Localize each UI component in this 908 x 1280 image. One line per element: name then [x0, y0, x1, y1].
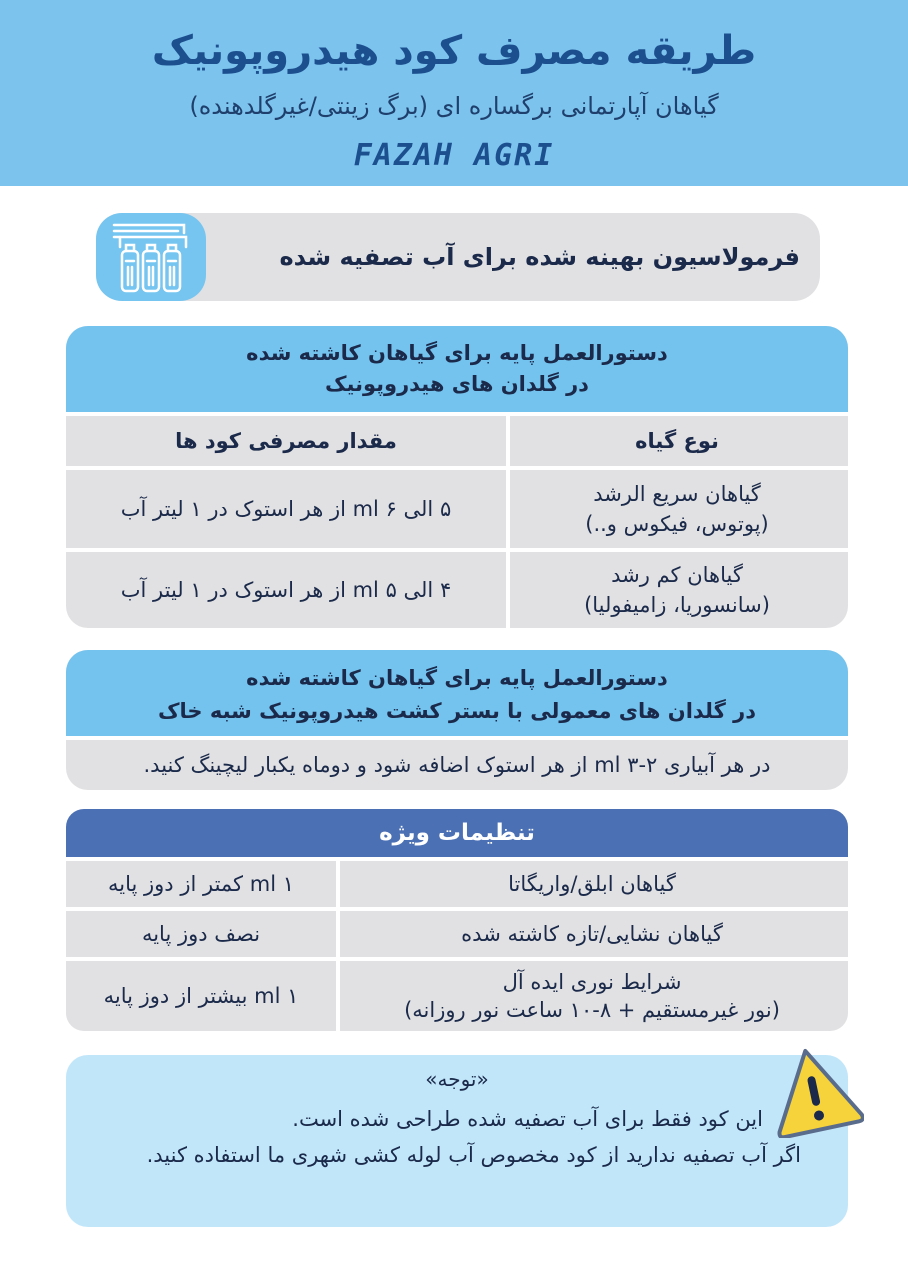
plant-name: گیاهان سریع الرشد	[593, 482, 761, 506]
note-body	[96, 1101, 801, 1173]
semi-soil-title-line2: در گلدان های معمولی با بستر کشت هیدروپونیک شبه خاک	[158, 699, 756, 723]
condition-cell: گیاهان ابلق/واریگاتا	[508, 872, 676, 896]
plant-examples: (سانسوریا، زامیفولیا)	[584, 593, 770, 617]
adjustment-cell: ۱ ml بیشتر از دوز پایه	[103, 984, 299, 1008]
note-line: اگر آب تصفیه ندارید از کود مخصوص آب لوله کشی شهری ما استفاده کنید.	[146, 1143, 801, 1167]
water-filter-icon	[96, 213, 206, 301]
special-settings-title: تنظیمات ویژه	[66, 809, 848, 857]
plant-examples: (پوتوس، فیکوس و..)	[585, 512, 769, 536]
plant-cell	[506, 552, 848, 628]
plant-name: گیاهان کم رشد	[611, 563, 743, 587]
semi-soil-title	[66, 650, 848, 736]
warning-icon	[764, 1042, 864, 1138]
dose-cell: ۵ الی ۶ ml از هر استوک در ۱ لیتر آب	[120, 497, 452, 521]
column-divider	[506, 412, 510, 628]
condition-cell	[336, 961, 848, 1031]
semi-soil-body: در هر آبیاری ۲-۳ ml از هر استوک اضافه شود و دوماه یکبار لیچینگ کنید.	[143, 753, 771, 777]
column-header-dose: مقدار مصرفی کود ها	[175, 429, 397, 453]
dose-cell: ۴ الی ۵ ml از هر استوک در ۱ لیتر آب	[120, 578, 452, 602]
column-header-plant: نوع گیاه	[635, 429, 719, 453]
special-settings-table	[66, 809, 848, 1031]
adjustment-cell: نصف دوز پایه	[141, 922, 261, 946]
header	[0, 0, 908, 186]
table-row	[66, 911, 848, 957]
table-title-line1: دستورالعمل پایه برای گیاهان کاشته شده	[246, 341, 668, 365]
table-row	[66, 961, 848, 1031]
note-line: این کود فقط برای آب تصفیه شده طراحی شده است.	[292, 1107, 763, 1131]
page-subtitle: گیاهان آپارتمانی برگساره ای (برگ زینتی/غیرگلدهنده)	[189, 92, 719, 120]
table-row	[66, 861, 848, 907]
note-title: «توجه»	[425, 1067, 489, 1091]
banner-text: فرمولاسیون بهینه شده برای آب تصفیه شده	[279, 243, 800, 271]
plant-cell	[506, 470, 848, 548]
table-title-line2: در گلدان های هیدروپونیک	[325, 372, 589, 396]
table-row	[66, 470, 848, 548]
page-title: طریقه مصرف کود هیدروپونیک	[151, 28, 757, 74]
column-divider	[336, 857, 340, 1031]
purified-water-banner	[96, 213, 820, 301]
hydroponic-dosage-table	[66, 326, 848, 628]
table-header-row	[66, 416, 848, 466]
attention-note	[66, 1055, 848, 1227]
condition-cell: گیاهان نشایی/تازه کاشته شده	[461, 922, 723, 946]
brand-logo: FAZAH AGRI	[353, 138, 555, 173]
condition-detail: (نور غیرمستقیم + ۸-۱۰ ساعت نور روزانه)	[404, 998, 780, 1022]
adjustment-cell: ۱ ml کمتر از دوز پایه	[108, 872, 294, 896]
semi-soil-title-line1: دستورالعمل پایه برای گیاهان کاشته شده	[246, 666, 668, 690]
table-row	[66, 552, 848, 628]
condition-name: شرایط نوری ایده آل	[502, 970, 682, 994]
semi-soil-instructions	[66, 650, 848, 790]
table-title	[66, 326, 848, 412]
